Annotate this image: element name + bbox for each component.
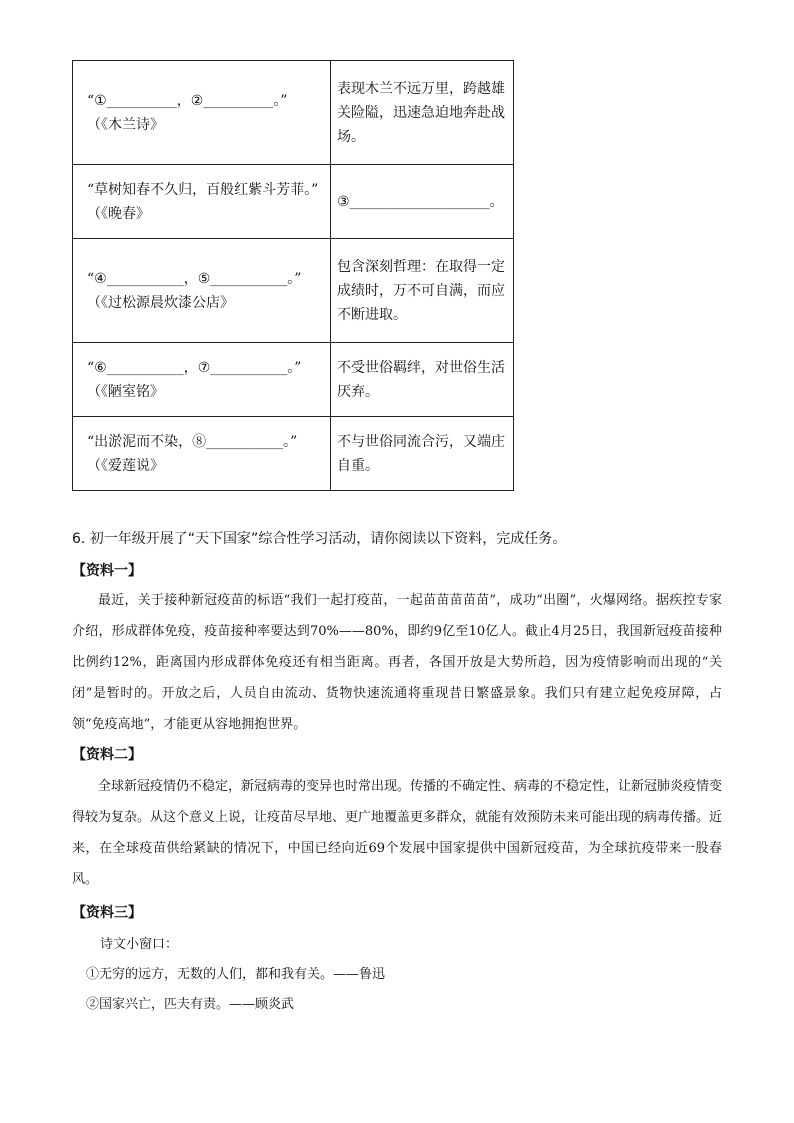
quote-source: （《木兰诗》 bbox=[87, 116, 164, 133]
quote-line: ①无穷的远方，无数的人们，都和我有关。——鲁迅 bbox=[86, 967, 386, 982]
quote-cell bbox=[73, 61, 331, 165]
quote-text: “④___________，⑤___________。” bbox=[87, 270, 302, 287]
table-row bbox=[73, 239, 514, 343]
table-row bbox=[73, 61, 514, 165]
poem-table bbox=[72, 60, 514, 491]
quote-source: （《陋室铭》 bbox=[87, 383, 164, 400]
material-1-text: 最近，关于接种新冠疫苗的标语“我们一起打疫苗，一起苗苗苗苗苗”，成功“出圈”，火爆网络。据疾控专家介绍，形成群体免疫，疫苗接种率要达到70%——80%，即约9亿至10亿人。截止4月25日，我国新冠疫苗接种比例约12%，距离国内形成群体免疫还有相当距离。再者，各国开放是大势所趋，因为疫情影响而出现的“关闭”是暂时的。开放之后，人员自由流动、货物快速流通将重现昔日繁盛景象。我们只有建立起免疫屏障，占领“免疫高地”，才能更从容地拥抱世界。 bbox=[72, 593, 722, 732]
note-cell: ③____________________。 bbox=[331, 165, 514, 239]
quote-text: “出淤泥而不染，⑧___________。” bbox=[87, 433, 298, 450]
quote-text: “⑥___________，⑦___________。” bbox=[87, 359, 302, 376]
material-3-heading: 【资料三】 bbox=[72, 905, 142, 921]
quote-source: （《爱莲说》 bbox=[87, 457, 164, 474]
note-cell: 包含深刻哲理：在取得一定成绩时，万不可自满，而应不断进取。 bbox=[331, 239, 514, 343]
quote-cell bbox=[73, 239, 331, 343]
material-2-text: 全球新冠疫情仍不稳定，新冠病毒的变异也时常出现。传播的不确定性、病毒的不稳定性，让新冠肺炎疫情变得较为复杂。从这个意义上说，让疫苗尽早地、更广地覆盖更多群众，就能有效预防未来可能出现的病毒传播。近来，在全球疫苗供给紧缺的情况下，中国已经向近69个发展中国家提供中国新冠疫苗，为全球抗疫带来一股春风。 bbox=[72, 779, 723, 887]
table-row bbox=[73, 343, 514, 417]
quote-source: （《晚春》 bbox=[87, 205, 150, 222]
note-cell: 不与世俗同流合污，又端庄自重。 bbox=[331, 417, 514, 491]
note-cell: 不受世俗羁绊，对世俗生活厌弃。 bbox=[331, 343, 514, 417]
table-row bbox=[73, 417, 514, 491]
quote-text: “草树知春不久归，百般红紫斗芳菲。” bbox=[87, 181, 319, 198]
note-cell: 表现木兰不远万里，跨越雄关险隘，迅速急迫地奔赴战场。 bbox=[331, 61, 514, 165]
question-6-intro: 6. 初一年级开展了“天下国家”综合性学习活动，请你阅读以下资料，完成任务。 bbox=[72, 531, 567, 547]
quote-cell bbox=[73, 165, 331, 239]
quote-source: （《过松源晨炊漆公店》 bbox=[87, 294, 234, 311]
quote-line: ②国家兴亡，匹夫有责。——顾炎武 bbox=[86, 997, 295, 1012]
quote-text: “①__________，②__________。” bbox=[87, 92, 288, 109]
table-row bbox=[73, 165, 514, 239]
material-1-heading: 【资料一】 bbox=[72, 563, 142, 579]
quote-cell bbox=[73, 343, 331, 417]
material-2-heading: 【资料二】 bbox=[72, 747, 142, 763]
material-3-subtitle: 诗文小窗口： bbox=[100, 937, 179, 952]
quote-cell bbox=[73, 417, 331, 491]
